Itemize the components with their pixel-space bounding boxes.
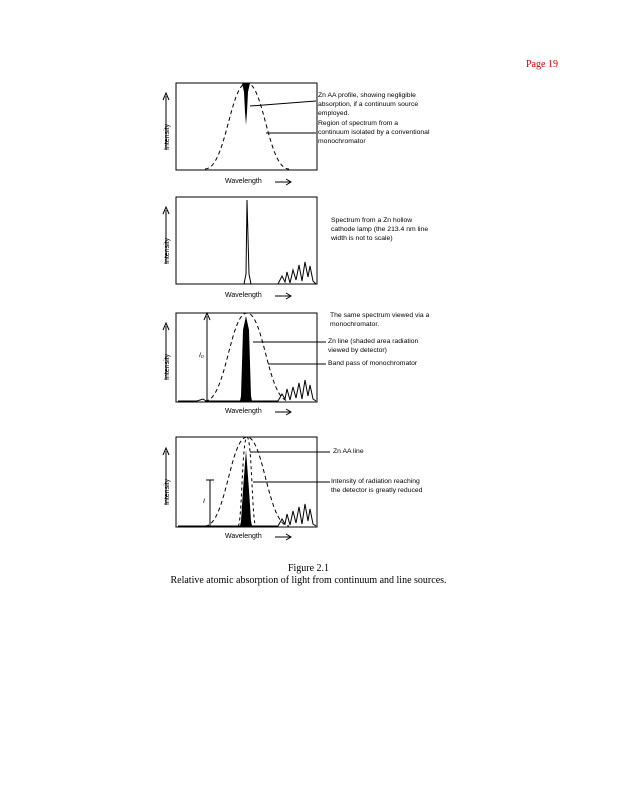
- panel-3-io-label: I₀: [199, 352, 204, 359]
- panel-4-xlabel: Wavelength: [225, 533, 262, 540]
- panel-1-xlabel: Wavelength: [225, 178, 262, 185]
- panel-1-annotation-1: Zn AA profile, showing negligible: [318, 92, 416, 99]
- figure-caption-title: Figure 2.1: [287, 563, 330, 574]
- panel-4-annotation-3: the detector is greatly reduced: [331, 487, 423, 494]
- panel-3-annotation-2: monochromator.: [330, 321, 380, 328]
- panel-3-xlabel: Wavelength: [225, 408, 262, 415]
- page-number: Page 19: [526, 59, 558, 70]
- panel-4-i-label: I: [203, 498, 205, 505]
- panel-1-annotation-6: monochromator: [318, 138, 366, 145]
- panel-1-ylabel: Intensity: [164, 123, 171, 150]
- panel-2-annotation-3: width is not to scale): [331, 235, 393, 242]
- panel-2-xlabel: Wavelength: [225, 292, 262, 299]
- panel-1-annotation-5: continuum isolated by a conventional: [318, 129, 430, 136]
- panel-1-annotation-2: absorption, if a continuum source: [318, 101, 419, 108]
- panel-2-annotation-2: cathode lamp (the 213.4 nm line: [331, 226, 429, 233]
- panel-4-ylabel: Intensity: [164, 478, 171, 505]
- panel-3-annotation-3: Zn line (shaded area radiation: [328, 338, 419, 345]
- panel-1-annotation-3: employed.: [318, 110, 350, 117]
- panel-1-leader-1: [250, 101, 316, 106]
- panel-1-absorption-notch: [242, 83, 250, 125]
- panel-3-annotation-4: viewed by detector): [328, 347, 387, 354]
- panel-4-annotation-1: Zn AA line: [333, 448, 364, 455]
- panel-3-annotation-5: Band pass of monochromator: [328, 360, 418, 367]
- panel-3-annotation-1: The same spectrum viewed via a: [330, 312, 430, 319]
- panel-1-annotation-4: Region of spectrum from a: [318, 120, 399, 127]
- panel-3-ylabel: Intensity: [164, 353, 171, 380]
- panel-2-ylabel: Intensity: [164, 237, 171, 264]
- panel-4-annotation-2: Intensity of radiation reaching: [331, 478, 420, 485]
- panel-2-spectrum: [178, 200, 316, 284]
- figure-caption-text: Relative atomic absorption of light from continuum and line sources.: [170, 575, 447, 586]
- panel-2-annotation-1: Spectrum from a Zn hollow: [331, 217, 413, 224]
- panel-4-shaded-line: [232, 450, 262, 527]
